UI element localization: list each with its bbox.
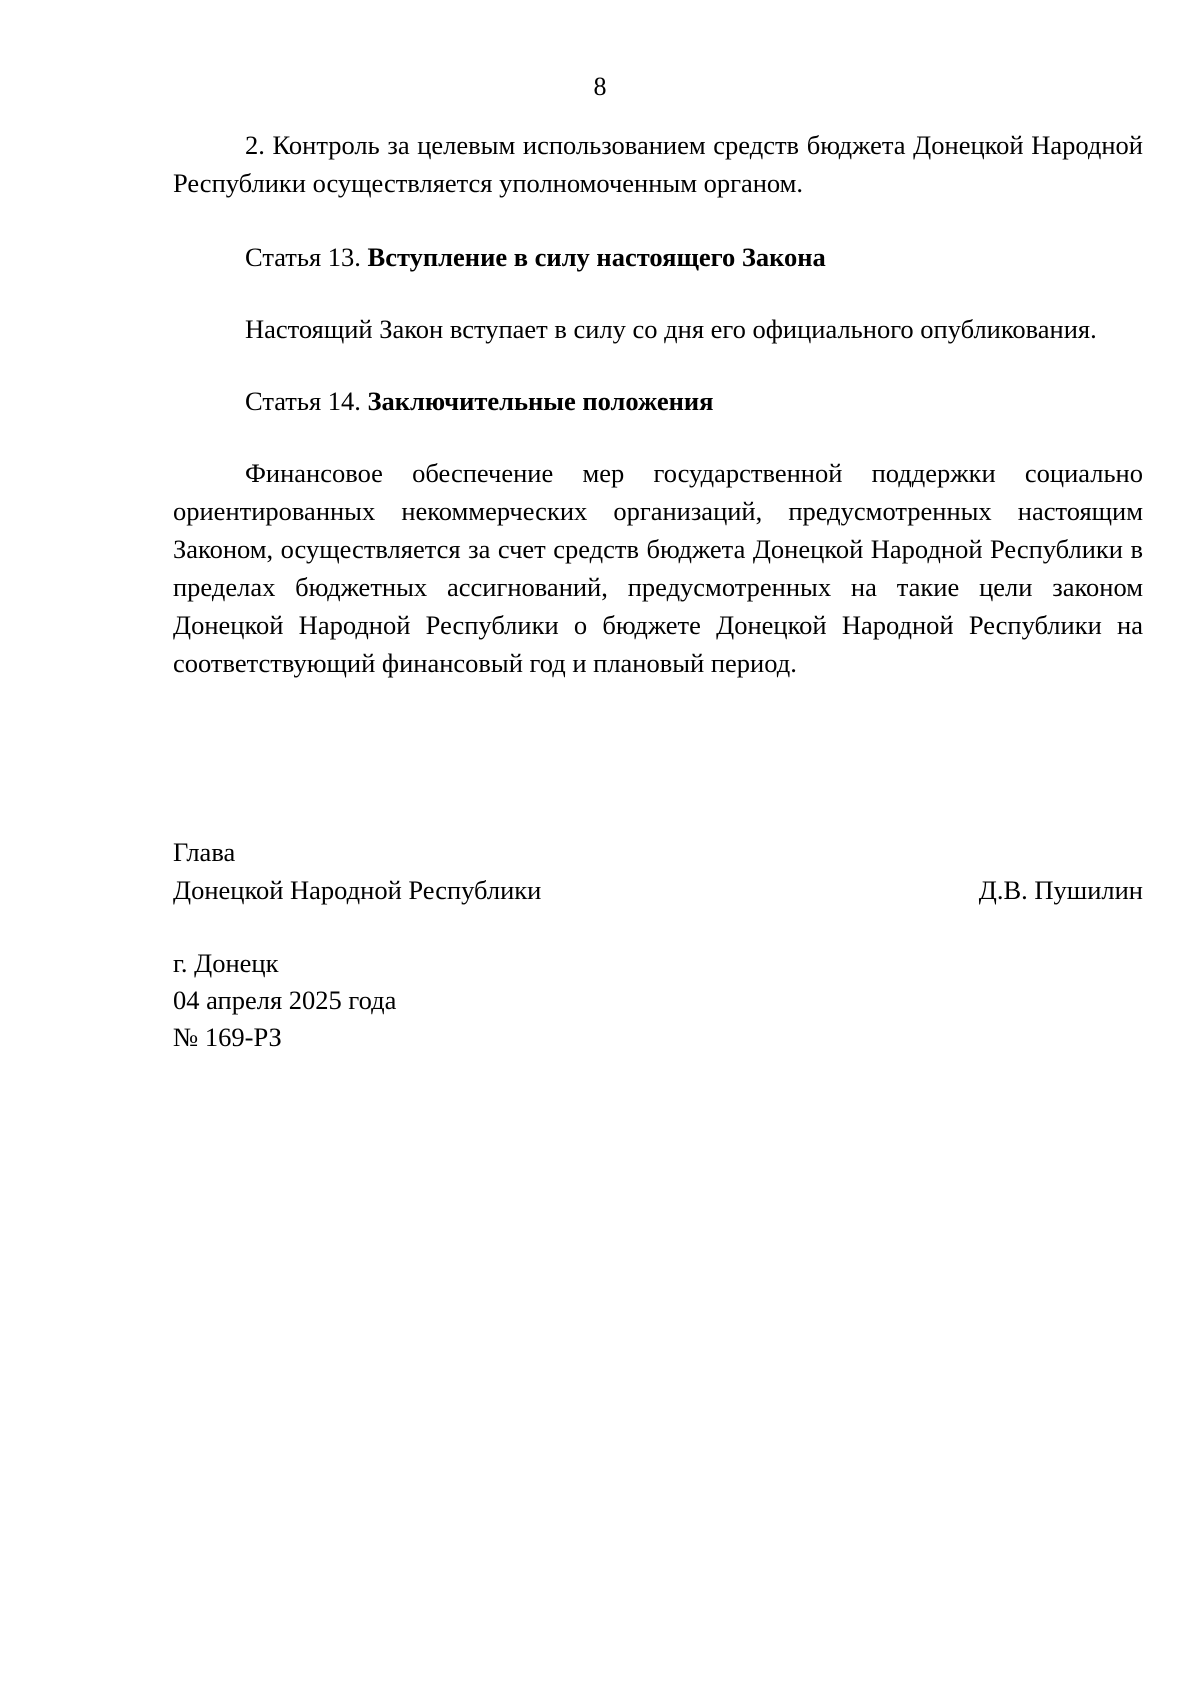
signatory-name: Д.В. Пушилин <box>978 875 1143 905</box>
article-14-heading <box>173 382 1143 420</box>
place-city: г. Донецк <box>173 948 279 978</box>
article-14-number: Статья 14. <box>245 386 368 416</box>
article-13-heading <box>173 238 1143 276</box>
document-number: № 169-РЗ <box>173 1022 282 1052</box>
paragraph-entry-into-force: Настоящий Закон вступает в силу со дня его официального опубликования. <box>245 314 1097 344</box>
article-13-number: Статья 13. <box>245 242 368 272</box>
signatory-title-line2: Донецкой Народной Республики <box>173 875 542 905</box>
signature-block <box>173 833 1143 909</box>
article-14-title: Заключительные положения <box>367 386 714 416</box>
signatory-line <box>173 871 1143 909</box>
document-body <box>173 126 1143 682</box>
document-date: 04 апреля 2025 года <box>173 985 397 1015</box>
place-date-block <box>173 945 773 1056</box>
paragraph-final-provisions: Финансовое обеспечение мер государственной поддержки социально ориентированных некоммерческих организаций, предусмотренных настоящим Законом, осуществляется за счет средств бюджета Донецкой Народной Республики в пределах бюджетных ассигнований, предусмотренных на такие цели законом Донецкой Народной Республики о бюджете Донецкой Народной Республики на соответствующий финансовый год и плановый период. <box>173 458 1143 678</box>
article-13-title: Вступление в силу настоящего Закона <box>367 242 826 272</box>
paragraph-control: 2. Контроль за целевым использованием средств бюджета Донецкой Народной Республики осуществляется уполномоченным органом. <box>173 130 1143 198</box>
signatory-title-line1: Глава <box>173 837 236 867</box>
page-number: 8 <box>593 72 607 101</box>
